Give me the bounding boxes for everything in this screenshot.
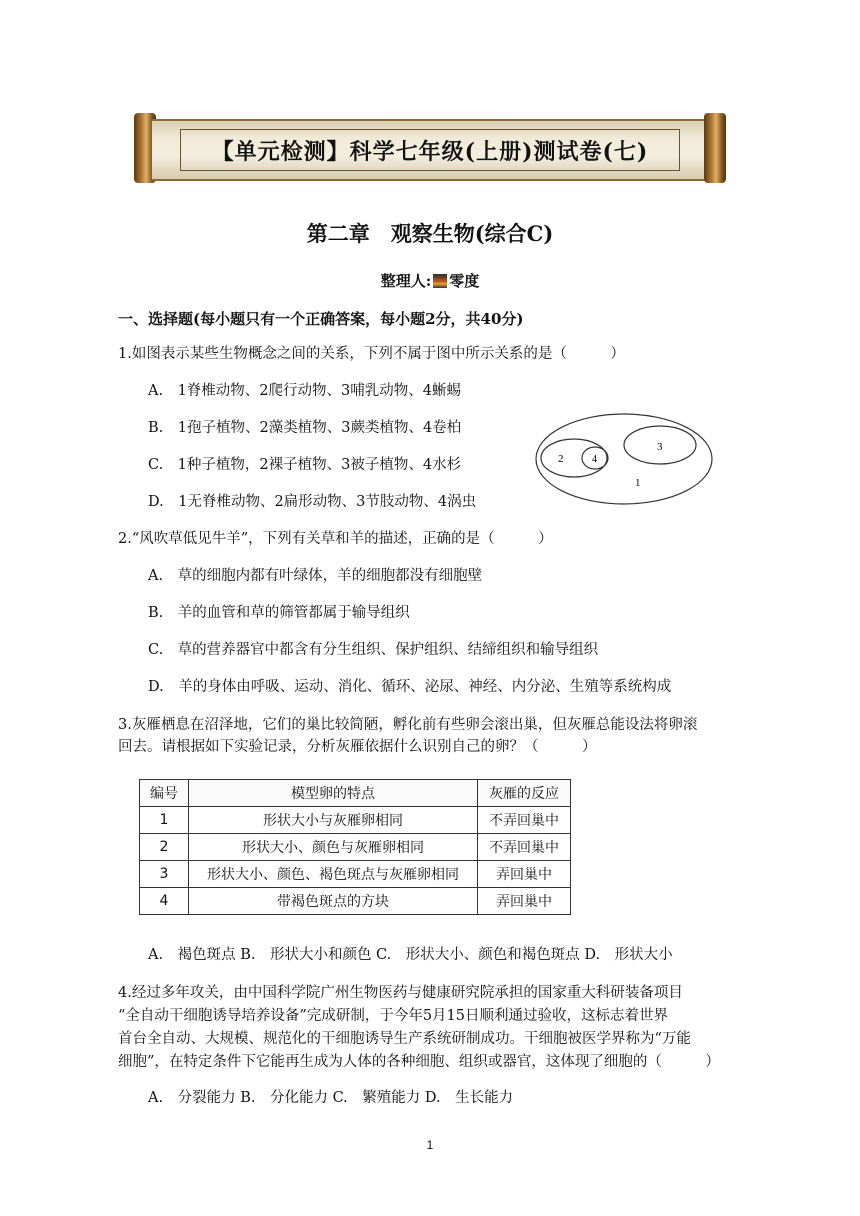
question-4-options: A. 分裂能力 B. 分化能力 C. 繁殖能力 D. 生长能力: [148, 1090, 514, 1106]
question-1-option-a: A. 1脊椎动物、2爬行动物、3哺乳动物、4蜥蜴: [148, 383, 461, 399]
question-2-option-b: B. 羊的血管和草的筛管都属于输导组织: [148, 605, 410, 621]
question-4-stem-line-3: 首台全自动、大规模、规范化的干细胞诱导生产系统研制成功。干细胞被医学界称为“万能: [118, 1031, 691, 1047]
question-4-stem-line-2: “全自动干细胞诱导培养设备”完成研制，于今年5月15日顺利通过验收，这标志着世界: [118, 1008, 668, 1024]
table-cell: 带褐色斑点的方块: [189, 888, 478, 915]
question-2-stem: 2.“风吹草低见牛羊”，下列有关草和羊的描述，正确的是（ ）: [118, 531, 553, 547]
table-cell: 形状大小与灰雁卵相同: [189, 807, 478, 834]
arranger-line: [0, 270, 860, 291]
table-row: [140, 807, 571, 834]
question-3-stem-line-2: 回去。请根据如下实验记录，分析灰雁依据什么识别自己的卵？（ ）: [118, 739, 597, 755]
scroll-rod-right: [704, 113, 726, 183]
banner-title: 【单元检测】科学七年级(上册)测试卷(七): [180, 129, 680, 171]
table-cell: 1: [140, 807, 189, 834]
section-title: 一、选择题(每小题只有一个正确答案，每小题2分，共40分): [118, 310, 524, 328]
question-4-stem-line-4: 细胞”，在特定条件下它能再生成为人体的各种细胞、组织或器官，这体现了细胞的（ ）: [118, 1054, 720, 1070]
question-3-stem-line-1: 3.灰雁栖息在沼泽地，它们的巢比较简陋，孵化前有些卵会滚出巢，但灰雁总能设法将卵滚: [118, 717, 698, 733]
arranger-name: 零度: [449, 272, 480, 290]
ellipse-2: [541, 439, 607, 477]
question-1-stem: 1.如图表示某些生物概念之间的关系，下列不属于图中所示关系的是（ ）: [118, 346, 625, 362]
table-cell: 2: [140, 834, 189, 861]
table-cell: 弄回巢中: [478, 861, 571, 888]
concept-diagram: [534, 412, 716, 506]
title-banner: [134, 113, 726, 183]
table-header: 模型卵的特点: [189, 780, 478, 807]
table-cell: 形状大小、颜色与灰雁卵相同: [189, 834, 478, 861]
question-2-option-d: D. 羊的身体由呼吸、运动、消化、循环、泌尿、神经、内分泌、生殖等系统构成: [148, 679, 672, 695]
table-cell: 不弄回巢中: [478, 807, 571, 834]
experiment-table: [139, 779, 571, 915]
question-2-option-c: C. 草的营养器官中都含有分生组织、保护组织、结缔组织和输导组织: [148, 642, 599, 658]
arranger-prefix: 整理人:: [380, 272, 432, 290]
chapter-title: 第二章 观察生物(综合C): [306, 221, 554, 246]
question-3-options: A. 褐色斑点 B. 形状大小和颜色 C. 形状大小、颜色和褐色斑点 D. 形状大小: [148, 947, 673, 963]
table-row: [140, 861, 571, 888]
diagram-label-3: 3: [657, 441, 663, 453]
table-cell: 形状大小、颜色、褐色斑点与灰雁卵相同: [189, 861, 478, 888]
question-1-option-b: B. 1孢子植物、2藻类植物、3蕨类植物、4卷柏: [148, 420, 462, 436]
scroll-paper: [152, 119, 708, 181]
sunset-icon: [433, 274, 447, 288]
table-cell: 不弄回巢中: [478, 834, 571, 861]
table-header: 编号: [140, 780, 189, 807]
table-cell: 4: [140, 888, 189, 915]
table-cell: 3: [140, 861, 189, 888]
question-1-option-d: D. 1无脊椎动物、2扁形动物、3节肢动物、4涡虫: [148, 494, 477, 510]
question-1-option-c: C. 1种子植物，2裸子植物、3被子植物、4水杉: [148, 457, 462, 473]
diagram-label-1: 1: [635, 477, 641, 489]
question-4-stem-line-1: 4.经过多年攻关，由中国科学院广州生物医药与健康研究院承担的国家重大科研装备项目: [118, 985, 683, 1001]
table-header-row: [140, 780, 571, 807]
table-row: [140, 888, 571, 915]
table-cell: 弄回巢中: [478, 888, 571, 915]
table-header: 灰雁的反应: [478, 780, 571, 807]
diagram-label-2: 2: [558, 453, 564, 465]
table-row: [140, 834, 571, 861]
question-2-option-a: A. 草的细胞内都有叶绿体，羊的细胞都没有细胞壁: [148, 568, 483, 584]
diagram-label-4: 4: [592, 454, 597, 465]
page-number: 1: [426, 1138, 434, 1152]
